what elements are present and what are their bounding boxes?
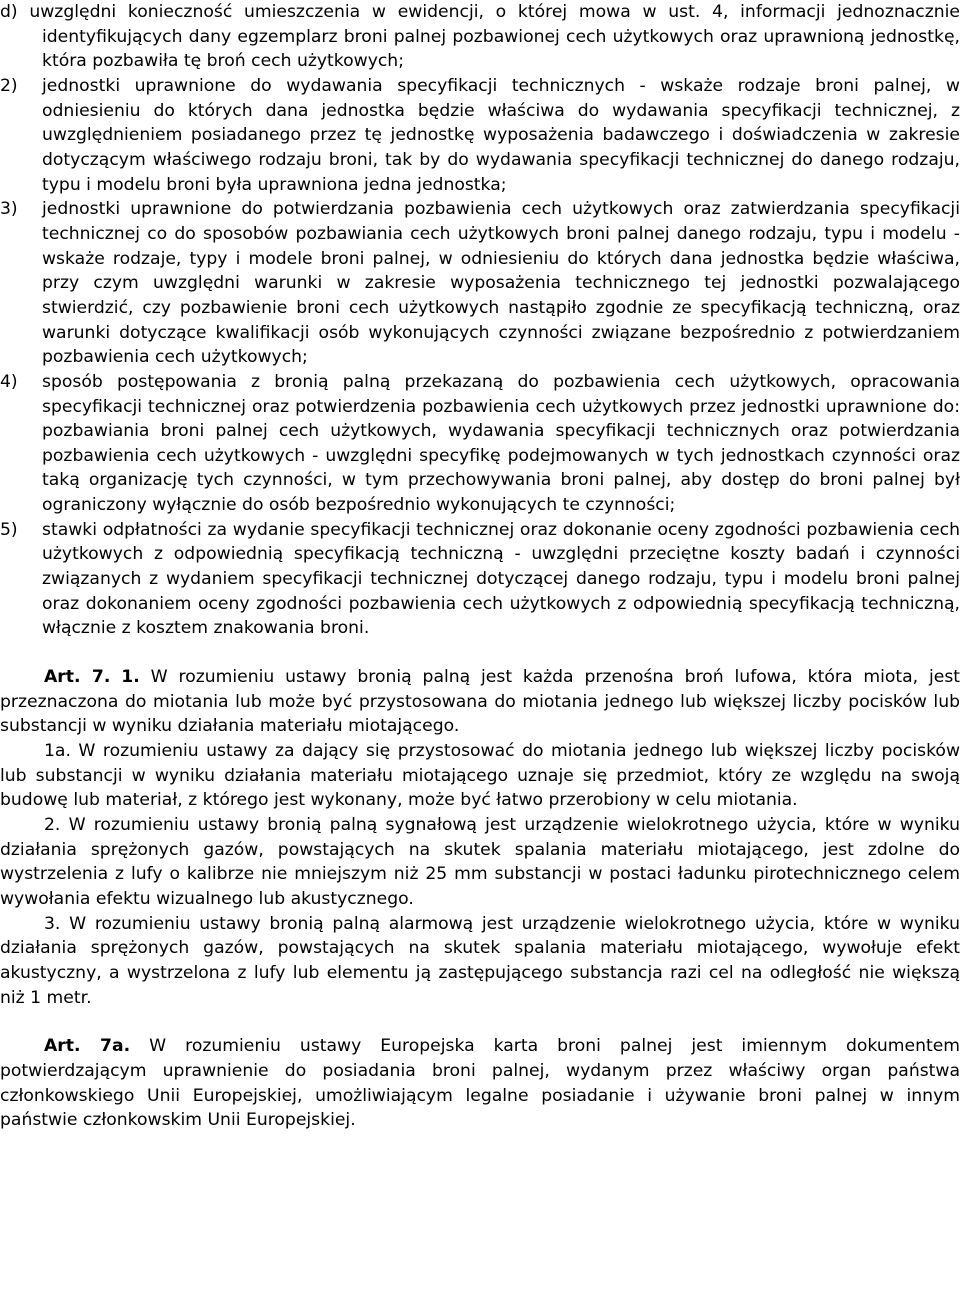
paragraph-text: 3. W rozumieniu ustawy bronią palną alarmową jest urządzenie wielokrotnego użycia, które w wyniku działania sprężonych gazów, powstających na skutek spalania materiału miotającego, wywołuje efekt akustyczny, a wystrzelona z lufy lub elementu ją zastępującego substancja razi cel na odległość nie większą niż 1 metr. [0,913,960,1008]
list-number: 4) [0,371,18,392]
list-item-d [0,0,960,74]
section-gap [0,641,960,665]
list-item-2 [0,74,960,197]
paragraph-number: 1. [121,667,140,688]
paragraph-text: 1a. W rozumieniu ustawy za dający się przystosować do miotania jednego lub większej liczby pocisków lub substancji w wyniku działania materiału miotającego uznaje się przedmiot, który ze względu na swoją budowę lub materiał, z którego jest wykonany, może być łatwo przerobiony w celu miotania. [0,741,960,811]
list-item-4 [0,370,960,518]
list-item-5 [0,518,960,641]
article-heading: Art. 7. [44,667,111,688]
list-number: 5) [0,519,18,540]
paragraph-text: W rozumieniu ustawy bronią palną jest każda przenośna broń lufowa, która miota, jest przeznaczona do miotania lub może być przystosowana do miotania jednego lub większej liczby pocisków lub substancji w wyniku działania materiału miotającego. [0,667,960,737]
art7-paragraph-2 [0,813,960,912]
art7a-paragraph [0,1034,960,1133]
art7-paragraph-1a [0,739,960,813]
list-item-text: jednostki uprawnione do potwierdzania pozbawienia cech użytkowych oraz zatwierdzania specyfikacji technicznej co do sposobów pozbawiania cech użytkowych broni palnej danego rodzaju, typu i modelu - wskaże rodzaje, typy i modele broni palnej, w odniesieniu do których dana jednostka będzie właściwa, przy czym uwzględni warunki w zakresie wyposażenia technicznego tej jednostki pozwalającego stwierdzić, czy pozbawienie broni cech użytkowych nastąpiło zgodnie ze specyfikacją techniczną, oraz warunki dotyczące kwalifikacji osób wykonujących czynności związane bezpośrednio z potwierdzaniem pozbawienia cech użytkowych; [42,199,960,368]
art7-paragraph-1 [0,665,960,739]
list-item-text: jednostki uprawnione do wydawania specyfikacji technicznych - wskaże rodzaje broni palnej, w odniesieniu do których dana jednostka będzie właściwa do wydawania specyfikacji technicznej, z uwzględnieniem posiadanego przez tę jednostkę wyposażenia badawczego i doświadczenia w zakresie dotyczącym właściwego rodzaju broni, tak by do wydawania specyfikacji technicznej do danego rodzaju, typu i modelu broni była uprawniona jedna jednostka; [42,75,960,195]
list-item-text: sposób postępowania z bronią palną przekazaną do pozbawienia cech użytkowych, opracowania specyfikacji technicznej oraz potwierdzenia pozbawienia cech użytkowych przez jednostki uprawnione do: pozbawiania broni palnej cech użytkowych, wydawania specyfikacji technicznych oraz potwierdzania pozbawienia cech użytkowych - uwzględni specyfikę podejmowanych w tych jednostkach czynności oraz taką organizację tych czynności, w tym przechowywania broni palnej, aby dostęp do broni palnej był ograniczony wyłącznie do osób bezpośrednio wykonujących te czynności; [42,371,960,516]
paragraph-text: 2. W rozumieniu ustawy bronią palną sygnałową jest urządzenie wielokrotnego użycia, które w wyniku działania sprężonych gazów, powstających na skutek spalania materiału miotającego, jest zdolne do wystrzelenia z lufy o kalibrze nie mniejszym niż 25 mm substancji w postaci ładunku pirotechnicznego celem wywołania efektu wizualnego lub akustycznego. [0,815,960,909]
list-item-text: stawki odpłatności za wydanie specyfikacji technicznej oraz dokonanie oceny zgodności pozbawienia cech użytkowych z odpowiednią specyfikacją techniczną - uwzględni przeciętne koszty badań i czynności związanych z wydaniem specyfikacji technicznej dotyczącej danego rodzaju, typu i modelu broni palnej oraz dokonaniem oceny zgodności pozbawienia cech użytkowych z odpowiednią specyfikacją techniczną, włącznie z kosztem znakowania broni. [42,519,960,639]
list-item-text: d) uwzględni konieczność umieszczenia w ewidencji, o której mowa w ust. 4, informacji jednoznacznie identyfikujących dany egzemplarz broni palnej pozbawionej cech użytkowych oraz uprawnioną jednostkę, która pozbawiła tę broń cech użytkowych; [0,2,960,72]
list-item-3 [0,197,960,370]
art7-paragraph-3 [0,912,960,1011]
section-gap [0,1010,960,1034]
article-heading: Art. 7a. [44,1036,131,1057]
list-number: 2) [0,75,18,96]
paragraph-text: W rozumieniu ustawy Europejska karta broni palnej jest imiennym dokumentem potwierdzającym uprawnienie do posiadania broni palnej, wydanym przez właściwy organ państwa członkowskiego Unii Europejskiej, umożliwiającym legalne posiadanie i używanie broni palnej w innym państwie członkowskim Unii Europejskiej. [0,1036,960,1131]
list-number: 3) [0,199,18,220]
